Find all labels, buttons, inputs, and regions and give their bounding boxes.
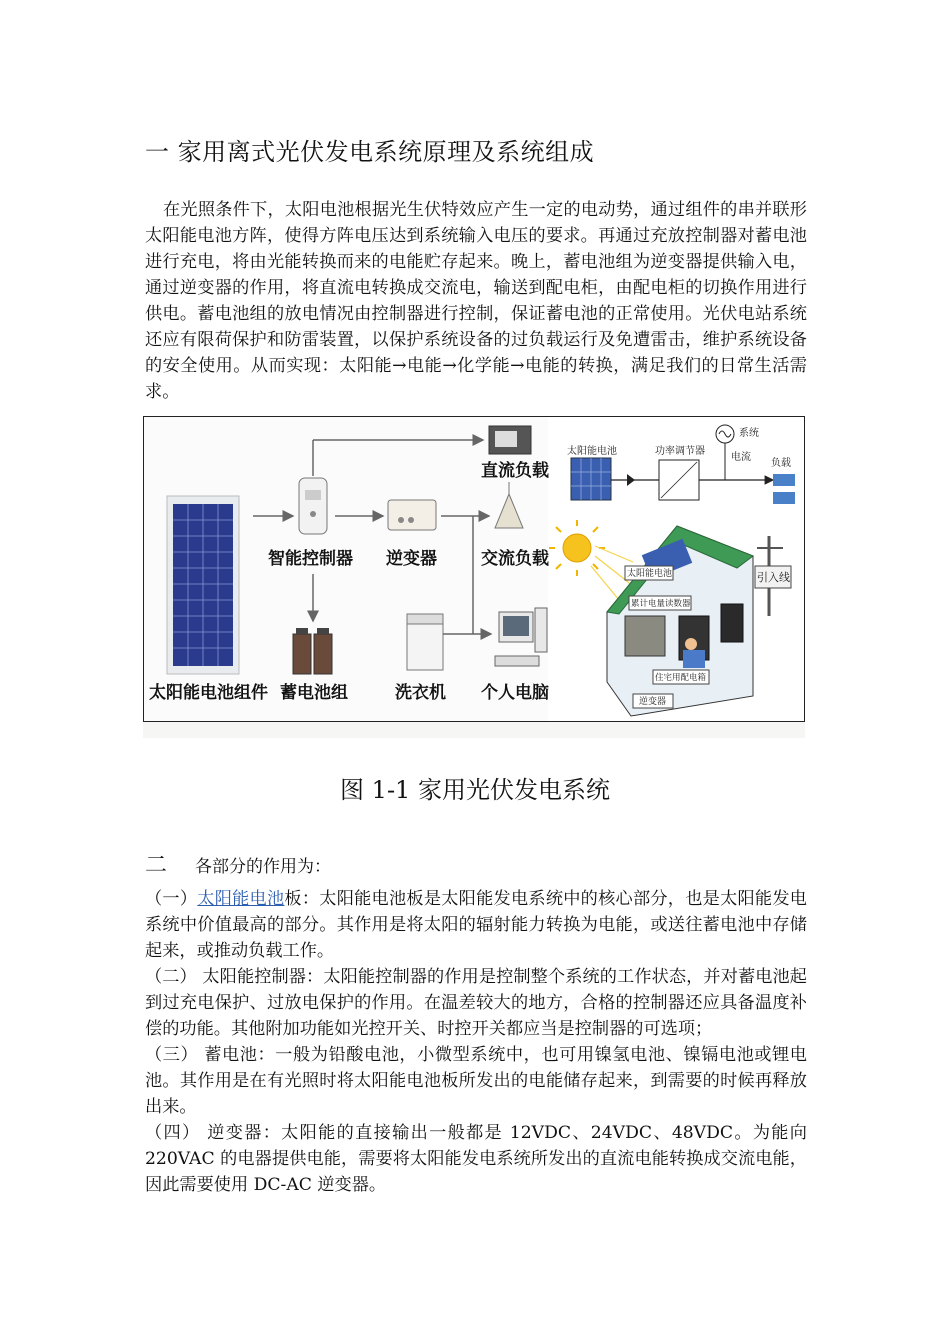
section-prefix: （四） [145,1123,201,1143]
section-text: 蓄电池：一般为铅酸电池，小微型系统中，也可用镍氢电池、镍镉电池或锂电池。其作用是在有光照时将太阳能电池板所发出的电能储存起来，到需要的时候再释放出来。 [145,1045,807,1117]
section-number: 二 [145,853,168,878]
section-item [145,886,807,964]
figure-frame [143,416,805,722]
figure-caption: 图 1-1 家用光伏发电系统 [340,776,610,804]
label-house-inverter: 逆变器 [639,697,667,707]
section-item [145,964,807,1042]
section-text: 逆变器：太阳能的直接输出一般都是 12VDC、24VDC、48VDC。为能向 220VAC 的电器提供电能，需要将太阳能发电系统所发出的直流电能转换成交流电能，因此需要使用 DC-AC 逆变器。 [145,1123,807,1195]
figure-pv-system [143,416,805,738]
label-panel: 太阳能电池组件 [149,683,268,703]
label-pc: 个人电脑 [481,683,549,703]
label-ac-load: 交流负载 [481,549,549,569]
label-service-line: 引入线 [757,571,790,584]
label-roof-panel: 太阳能电池 [627,569,673,579]
intro-paragraph [145,197,807,405]
section-heading-2 [145,848,331,879]
label-grid: 系统 [739,428,759,439]
component-sections [145,886,807,1198]
section-item [145,1120,807,1198]
label-washer: 洗衣机 [395,683,446,703]
label-controller: 智能控制器 [268,549,353,569]
section-text: 板：太阳能电池板是太阳能发电系统中的核心部分，也是太阳能发电系统中价值最高的部分。其作用是将太阳的辐射能力转换为电能，或送往蓄电池中存储起来，或推动负载工作。 [145,889,807,961]
section-text: 太阳能控制器：太阳能控制器的作用是控制整个系统的工作状态，并对蓄电池起到过充电保护、过放电保护的作用。在温差较大的地方，合格的控制器还应具备温度补偿的功能。其他附加功能如光控开关、时控开关都应当是控制器的可选项； [145,967,807,1039]
section-prefix: （一） [145,889,198,909]
intro-text: 在光照条件下，太阳电池根据光生伏特效应产生一定的电动势，通过组件的串并联形太阳能电池方阵，使得方阵电压达到系统输入电压的要求。再通过充放控制器对蓄电池进行充电，将由光能转换而来的电能贮存起来。晚上，蓄电池组为逆变器提供输入电，通过逆变器的作用，将直流电转换成交流电，输送到配电柜，由配电柜的切换作用进行供电。蓄电池组的放电情况由控制器进行控制，保证蓄电池的正常使用。光伏电站系统还应有限荷保护和防雷装置，以保护系统设备的过负载运行及免遭雷击，维护系统设备的安全使用。从而实现：太阳能→电能→化学能→电能的转换，满足我们的日常生活需求。 [145,200,807,402]
label-current: 电流 [731,452,751,463]
section-prefix: （三） [145,1045,199,1065]
label-dc-load: 直流负载 [481,461,549,481]
label-battery: 蓄电池组 [280,683,348,703]
label-power-regulator: 功率调节器 [655,446,705,457]
section-prefix: （二） [145,967,197,987]
label-load: 负载 [771,458,791,469]
label-meter: 累计电量读数器 [631,599,691,609]
section-item [145,1042,807,1120]
section-title: 各部分的作用为： [195,857,331,877]
label-solar-cell: 太阳能电池 [567,446,617,457]
label-inverter: 逆变器 [386,549,437,569]
solar-cell-link[interactable]: 太阳能电池 [197,889,285,909]
label-distribution-box: 住宅用配电箱 [655,673,707,683]
section-heading-1: 一 家用离式光伏发电系统原理及系统组成 [145,138,595,166]
